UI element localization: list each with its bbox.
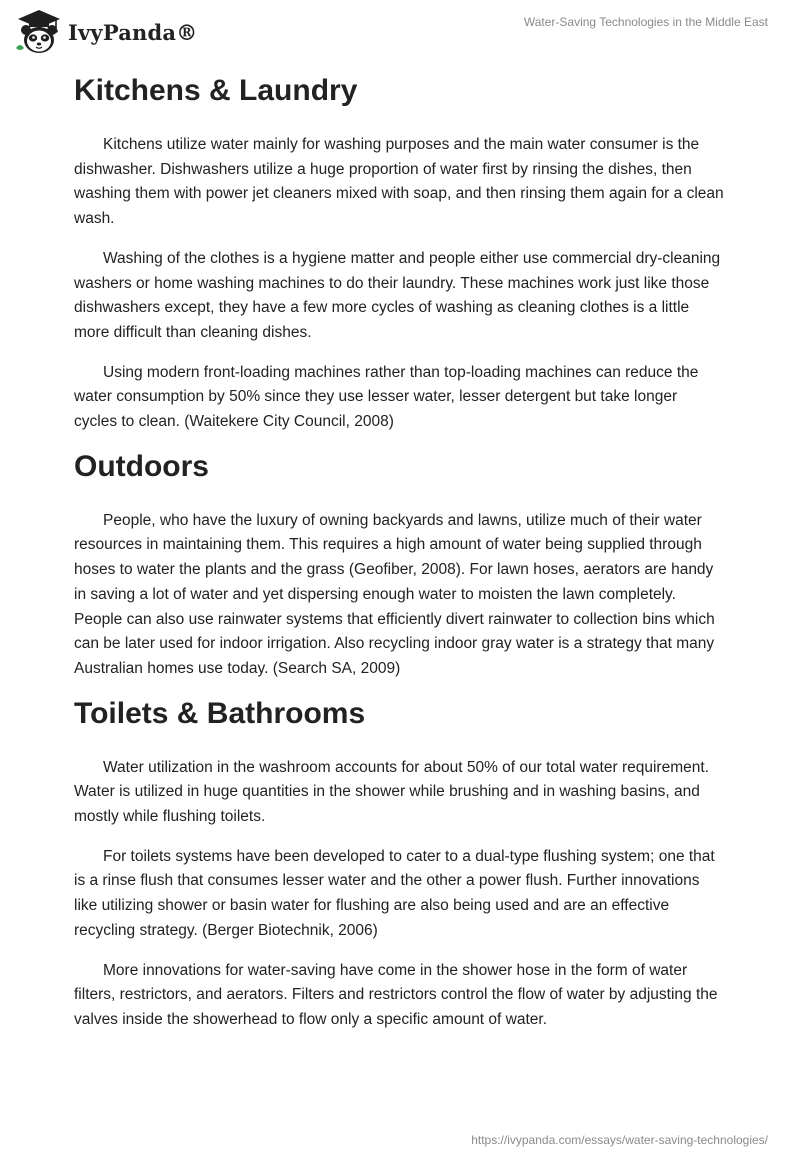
logo-text: IvyPanda® xyxy=(68,19,198,45)
ivypanda-logo[interactable] xyxy=(14,8,197,56)
essay-content xyxy=(74,72,724,1033)
section-heading-toilets-bathrooms: Toilets & Bathrooms xyxy=(74,696,366,730)
section-heading-outdoors: Outdoors xyxy=(74,449,209,483)
paragraph: Washing of the clothes is a hygiene matter and people either use commercial dry-cleaning washers or home washing machines to do their laundry. These machines work just like those dishwashers except, they have a few more cycles of washing as cleaning clothes is a little more difficult than cleaning dishes. xyxy=(74,249,721,341)
paragraph: Kitchens utilize water mainly for washing purposes and the main water consumer is the dishwasher. Dishwashers utilize a huge proportion of water first by rinsing the dishes, then washing them with power jet cleaners mixed with soap, and then rinsing them again for a clean wash. xyxy=(74,136,724,228)
page-header xyxy=(0,0,800,60)
paragraph: More innovations for water-saving have come in the shower hose in the form of water filters, restrictors, and aerators. Filters and restrictors control the flow of water by adjusting the valves inside the showerhead to flow only a specific amount of water. xyxy=(74,961,718,1028)
paragraph: People, who have the luxury of owning backyards and lawns, utilize much of their water resources in maintaining them. This requires a high amount of water being supplied through hoses to water the plants and the grass (Geofiber, 2008). For lawn hoses, aerators are handy in saving a lot of water and yet dispersing enough water to moisten the lawn completely. People can also use rainwater systems that efficiently divert rainwater to collection bins which can be later used for indoor irrigation. Also recycling indoor gray water is a strategy that many Australian homes use today. (Search SA, 2009) xyxy=(74,511,715,677)
section-heading-kitchens-laundry: Kitchens & Laundry xyxy=(74,74,358,107)
paragraph: For toilets systems have been developed to cater to a dual-type flushing system; one that is a rinse flush that consumes lesser water and the other a power flush. Further innovations like utilizing shower or basin water for flushing are also being used and are an effective recycling strategy. (Berger Biotechnik, 2006) xyxy=(74,847,715,939)
paragraph: Water utilization in the washroom accounts for about 50% of our total water requirement. Water is utilized in huge quantities in the shower while brushing and in washing basins, and mostly while flushing toilets. xyxy=(74,758,709,826)
document-title: Water-Saving Technologies in the Middle East xyxy=(523,15,768,29)
source-url-link[interactable]: https://ivypanda.com/essays/water-saving-technologies/ xyxy=(471,1133,768,1147)
panda-graduate-icon xyxy=(14,8,64,56)
paragraph: Using modern front-loading machines rather than top-loading machines can reduce the water consumption by 50% since they use lesser water, lesser detergent but take longer cycles to clean. (Waitekere City Council, 2008) xyxy=(74,363,699,431)
